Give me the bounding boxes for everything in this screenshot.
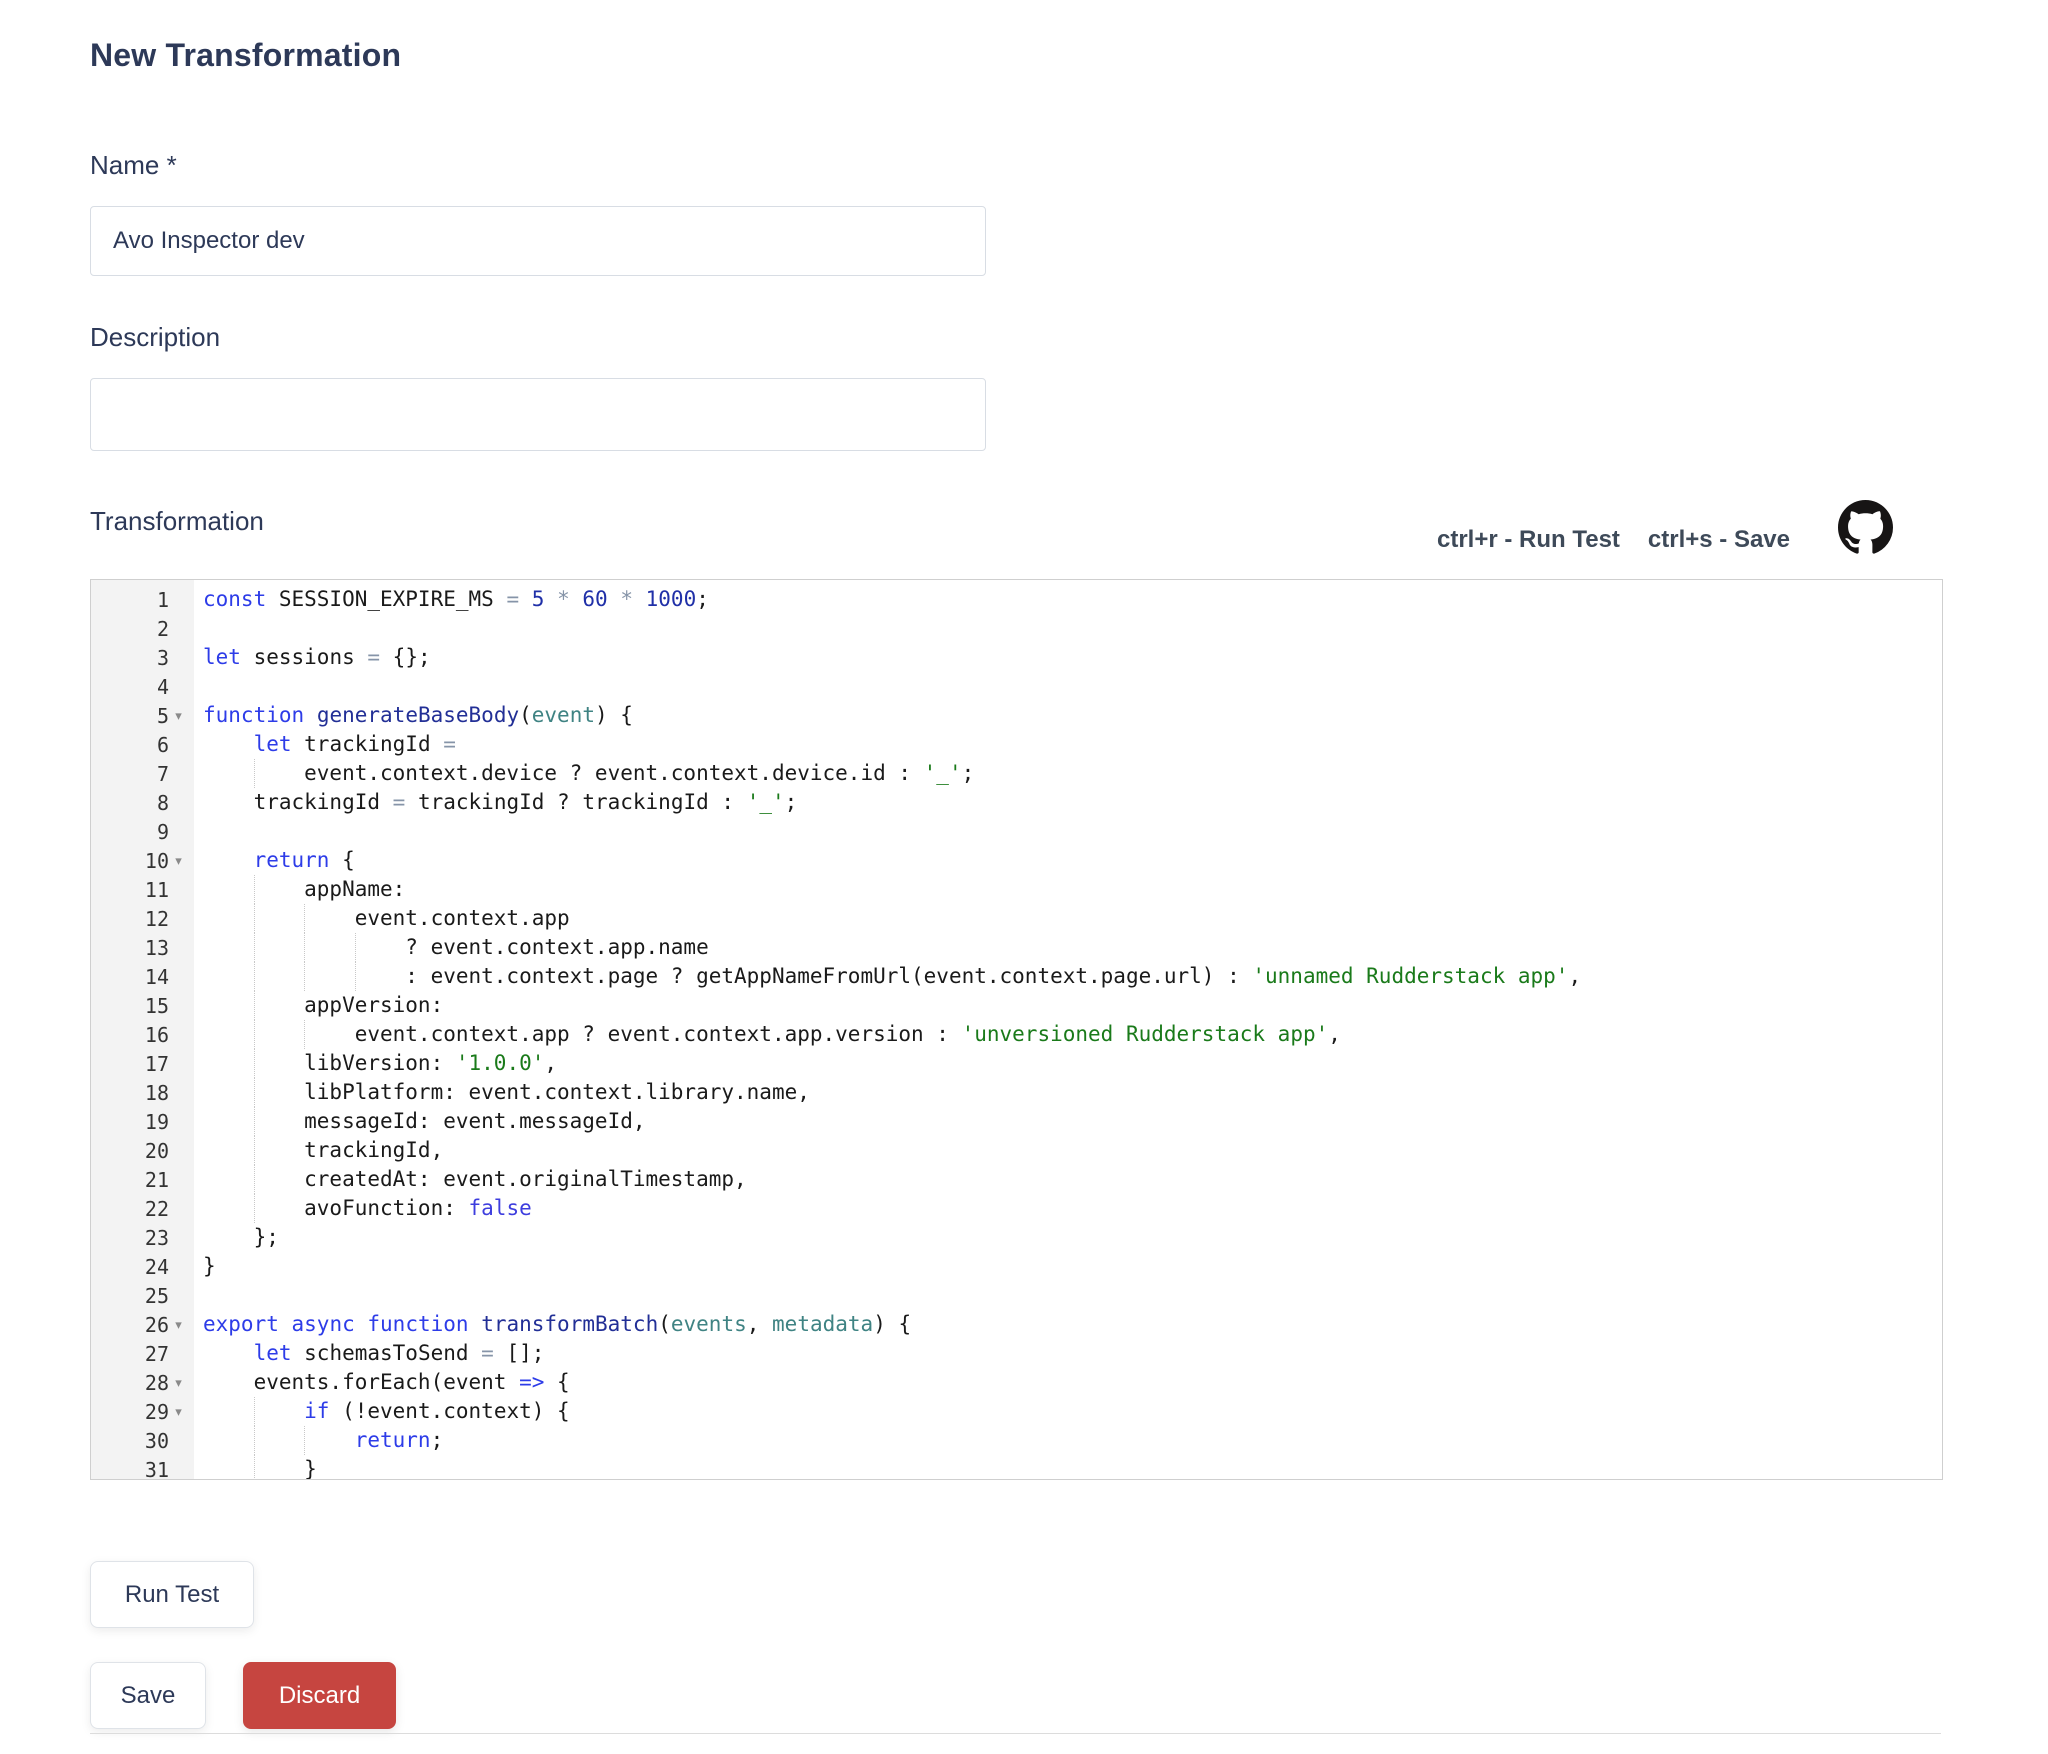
- gutter-line: [91, 1078, 194, 1107]
- indent-guide: [254, 875, 255, 904]
- description-input[interactable]: [90, 378, 986, 451]
- line-number: 10: [144, 848, 169, 873]
- code-line: [203, 817, 1942, 846]
- line-number: 7: [156, 761, 169, 786]
- line-number: 8: [156, 790, 169, 815]
- gutter-line: [91, 1136, 194, 1165]
- indent-guide: [254, 962, 255, 991]
- line-number: 28: [144, 1370, 169, 1395]
- indent-guide: [254, 1397, 255, 1426]
- gutter-line: [91, 1426, 194, 1455]
- gutter-line: [91, 904, 194, 933]
- line-number: 6: [156, 732, 169, 757]
- fold-arrow-icon[interactable]: ▾: [175, 1374, 182, 1390]
- code-line: event.context.device ? event.context.device.id : '_';: [203, 759, 1942, 788]
- gutter-line: [91, 1020, 194, 1049]
- gutter-line: [91, 759, 194, 788]
- code-line: appVersion:: [203, 991, 1942, 1020]
- gutter-line: [91, 643, 194, 672]
- code-line: };: [203, 1225, 279, 1249]
- gutter-line: [91, 1397, 194, 1426]
- line-number: 9: [156, 819, 169, 844]
- indent-guide: [254, 1049, 255, 1078]
- gutter-line: [91, 701, 194, 730]
- line-number: 4: [156, 674, 169, 699]
- line-number: 15: [144, 993, 169, 1018]
- name-input[interactable]: [90, 206, 986, 276]
- run-test-button[interactable]: Run Test: [90, 1561, 254, 1628]
- line-number: 1: [156, 587, 169, 612]
- fold-arrow-icon[interactable]: ▾: [175, 852, 182, 868]
- line-number: 5: [156, 703, 169, 728]
- line-number: 23: [144, 1225, 169, 1250]
- code-line: avoFunction: false: [203, 1194, 1942, 1223]
- discard-button[interactable]: Discard: [243, 1662, 396, 1729]
- gutter-line: [91, 614, 194, 643]
- line-number: 18: [144, 1080, 169, 1105]
- line-number: 20: [144, 1138, 169, 1163]
- code-line: let sessions = {};: [203, 645, 431, 669]
- code-line: createdAt: event.originalTimestamp,: [203, 1165, 1942, 1194]
- line-number: 25: [144, 1283, 169, 1308]
- fold-arrow-icon[interactable]: ▾: [175, 1316, 182, 1332]
- indent-guide: [254, 1107, 255, 1136]
- line-number: 29: [144, 1399, 169, 1424]
- gutter-line: [91, 788, 194, 817]
- gutter-line: [91, 1252, 194, 1281]
- gutter-line: [91, 1194, 194, 1223]
- indent-guide: [254, 1426, 255, 1455]
- gutter-line: [91, 730, 194, 759]
- transformation-label: Transformation: [90, 506, 264, 536]
- gutter-line: [91, 962, 194, 991]
- line-number: 26: [144, 1312, 169, 1337]
- code-line: if (!event.context) {: [203, 1397, 1942, 1426]
- indent-guide: [254, 1165, 255, 1194]
- code-line: let schemasToSend = [];: [253, 1341, 545, 1365]
- code-line: let trackingId =: [253, 732, 456, 756]
- code-line: return {: [253, 848, 355, 872]
- indent-guide: [254, 1455, 255, 1480]
- code-line: messageId: event.messageId,: [203, 1107, 1942, 1136]
- code-line: export async function transformBatch(events, metadata) {: [203, 1312, 912, 1336]
- code-line: const SESSION_EXPIRE_MS = 5 * 60 * 1000;: [203, 587, 709, 611]
- code-line: function generateBaseBody(event) {: [203, 703, 633, 727]
- gutter-line: [91, 1165, 194, 1194]
- github-icon[interactable]: [1838, 500, 1893, 555]
- line-number: 17: [144, 1051, 169, 1076]
- indent-guide: [254, 759, 255, 788]
- gutter-line: [91, 1455, 194, 1480]
- editor-code[interactable]: [194, 580, 1942, 1479]
- code-line: libPlatform: event.context.library.name,: [203, 1078, 1942, 1107]
- gutter-line: [91, 817, 194, 846]
- line-number: 21: [144, 1167, 169, 1192]
- indent-guide: [254, 991, 255, 1020]
- shortcut-run-test: ctrl+r - Run Test: [1436, 526, 1620, 553]
- name-label: Name *: [90, 150, 177, 180]
- code-line: events.forEach(event => {: [203, 1370, 570, 1394]
- description-label: Description: [90, 322, 221, 352]
- line-number: 2: [156, 616, 169, 641]
- code-line: event.context.app: [203, 904, 1942, 933]
- indent-guide: [254, 933, 255, 962]
- line-number: 16: [144, 1022, 169, 1047]
- indent-guide: [304, 1020, 305, 1049]
- code-line: ? event.context.app.name: [203, 933, 1942, 962]
- fold-arrow-icon[interactable]: ▾: [175, 1403, 182, 1419]
- gutter-line: [91, 585, 194, 614]
- gutter-line: [91, 1310, 194, 1339]
- code-line: [203, 1281, 1942, 1310]
- code-line: }: [203, 1455, 1942, 1480]
- code-line: return;: [203, 1426, 1942, 1455]
- indent-guide: [254, 1020, 255, 1049]
- code-line: libVersion: '1.0.0',: [203, 1049, 1942, 1078]
- code-line: trackingId,: [203, 1136, 1942, 1165]
- line-number: 3: [156, 645, 169, 670]
- line-number: 24: [144, 1254, 169, 1279]
- indent-guide: [355, 933, 356, 962]
- code-line: : event.context.page ? getAppNameFromUrl(event.context.page.url) : 'unnamed Rudderstack app',: [203, 962, 1942, 991]
- indent-guide: [254, 1194, 255, 1223]
- line-number: 30: [144, 1428, 169, 1453]
- shortcut-save: ctrl+s - Save: [1647, 526, 1790, 553]
- line-number: 14: [144, 964, 169, 989]
- editor-gutter: [91, 580, 194, 1479]
- page-title: New Transformation: [90, 37, 402, 73]
- bottom-divider: [90, 1733, 1941, 1734]
- indent-guide: [254, 904, 255, 933]
- gutter-line: [91, 991, 194, 1020]
- indent-guide: [304, 962, 305, 991]
- gutter-line: [91, 846, 194, 875]
- gutter-line: [91, 933, 194, 962]
- line-number: 12: [144, 906, 169, 931]
- gutter-line: [91, 1223, 194, 1252]
- code-line: [203, 614, 1942, 643]
- line-number: 11: [144, 877, 169, 902]
- code-line: }: [203, 1254, 216, 1278]
- indent-guide: [304, 904, 305, 933]
- fold-arrow-icon[interactable]: ▾: [175, 707, 182, 723]
- indent-guide: [355, 962, 356, 991]
- code-line: [203, 672, 1942, 701]
- save-button[interactable]: Save: [90, 1662, 206, 1729]
- gutter-line: [91, 1281, 194, 1310]
- code-line: trackingId = trackingId ? trackingId : '_';: [203, 790, 798, 814]
- code-line: appName:: [203, 875, 1942, 904]
- line-number: 13: [144, 935, 169, 960]
- gutter-line: [91, 875, 194, 904]
- code-line: event.context.app ? event.context.app.version : 'unversioned Rudderstack app',: [203, 1020, 1942, 1049]
- indent-guide: [254, 1078, 255, 1107]
- line-number: 31: [144, 1457, 169, 1480]
- keyboard-shortcut-hints: [1437, 526, 1790, 554]
- gutter-line: [91, 1049, 194, 1078]
- indent-guide: [254, 1136, 255, 1165]
- code-editor[interactable]: [90, 579, 1943, 1480]
- line-number: 19: [144, 1109, 169, 1134]
- gutter-line: [91, 1339, 194, 1368]
- line-number: 22: [144, 1196, 169, 1221]
- gutter-line: [91, 1107, 194, 1136]
- indent-guide: [304, 1426, 305, 1455]
- gutter-line: [91, 672, 194, 701]
- indent-guide: [304, 933, 305, 962]
- gutter-line: [91, 1368, 194, 1397]
- line-number: 27: [144, 1341, 169, 1366]
